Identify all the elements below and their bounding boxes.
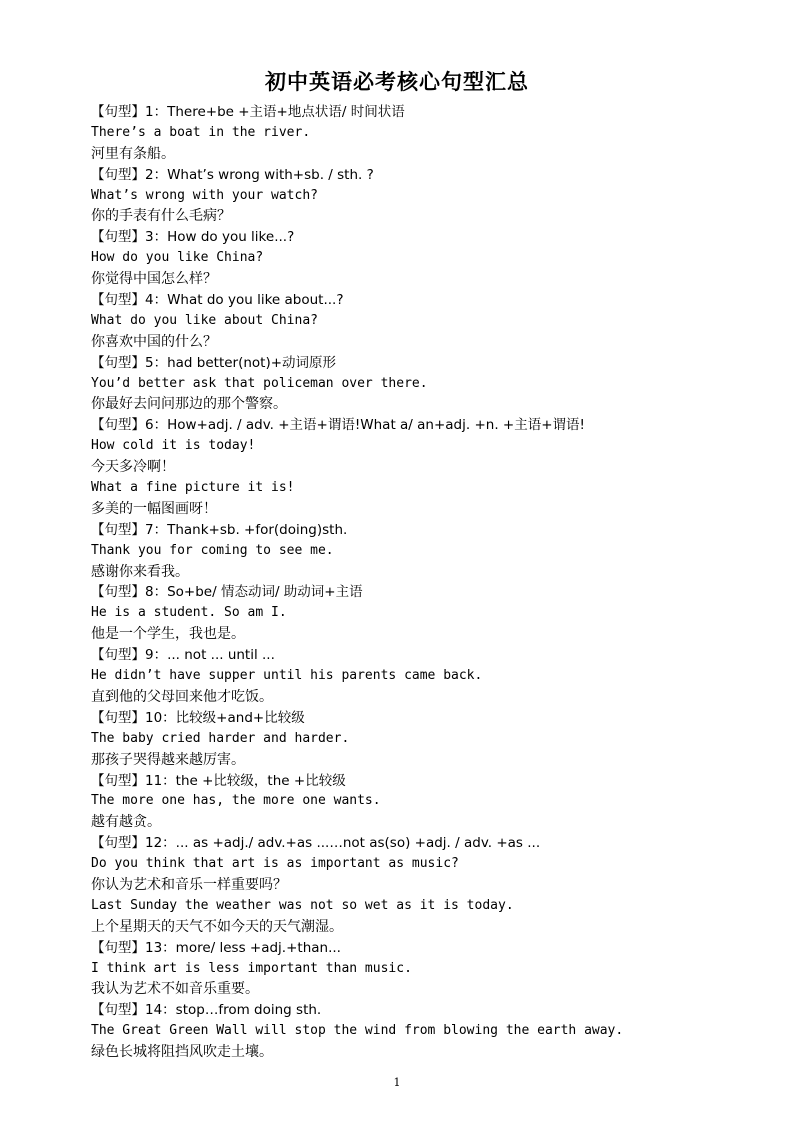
example-english-12b: Last Sunday the weather was not so wet as it is today. (91, 897, 514, 913)
example-english-5: You’d better ask that policeman over there. (91, 375, 428, 391)
example-english-9: He didn’t have supper until his parents came back. (91, 668, 483, 684)
example-chinese-3: 你觉得中国怎么样？ (91, 271, 217, 288)
example-chinese-2: 你的手表有什么毛病？ (91, 208, 231, 225)
example-chinese-13: 我认为艺术不如音乐重要。 (91, 981, 259, 998)
pattern-header-3: 【句型】3：How do you like...? (91, 229, 295, 246)
example-chinese-12b: 上个星期天的天气不如今天的天气潮湿。 (91, 918, 343, 935)
example-english-11: The more one has, the more one wants. (91, 793, 381, 809)
example-chinese-14: 绿色长城将阻挡风吹走土壤。 (91, 1044, 273, 1061)
example-english-2: What’s wrong with your watch? (91, 187, 318, 203)
pattern-header-6: 【句型】6：How+adj. / adv. +主语+谓语!What a/ an+adj. +n. +主语+谓语! (91, 417, 585, 434)
example-english-13: I think art is less important than music. (91, 960, 412, 976)
example-chinese-5: 你最好去问问那边的那个警察。 (91, 396, 287, 413)
pattern-header-9: 【句型】9：... not ... until ... (91, 647, 275, 664)
example-chinese-6a: 今天多冷啊！ (91, 459, 175, 476)
document-title: 初中英语必考核心句型汇总 (265, 70, 529, 94)
example-english-6b: What a fine picture it is! (91, 480, 295, 496)
pattern-header-12: 【句型】12：... as +adj./ adv.+as ...…not as(so) +adj. / adv. +as ... (91, 835, 541, 852)
example-chinese-10: 那孩子哭得越来越厉害。 (91, 751, 245, 768)
example-english-14: The Great Green Wall will stop the wind from blowing the earth away. (91, 1023, 624, 1039)
example-chinese-4: 你喜欢中国的什么？ (91, 333, 217, 350)
sentence-pattern-list (91, 102, 731, 1063)
example-english-4: What do you like about China? (91, 312, 318, 328)
example-chinese-7: 感谢你来看我。 (91, 563, 189, 580)
pattern-header-1: 【句型】1：There+be +主语+地点状语/ 时间状语 (91, 104, 405, 120)
example-chinese-11: 越有越贪。 (91, 814, 161, 831)
example-chinese-12a: 你认为艺术和音乐一样重要吗？ (91, 876, 287, 893)
example-english-8: He is a student. So am I. (91, 605, 287, 621)
example-english-7: Thank you for coming to see me. (91, 542, 334, 558)
example-english-10: The baby cried harder and harder. (91, 730, 350, 746)
pattern-header-14: 【句型】14：stop…from doing sth. (91, 1002, 322, 1019)
pattern-header-5: 【句型】5：had better(not)+动词原形 (91, 354, 337, 371)
example-chinese-8: 他是一个学生，我也是。 (91, 626, 245, 643)
pattern-header-2: 【句型】2：What’s wrong with+sb. / sth. ? (91, 166, 374, 183)
example-chinese-1: 河里有条船。 (91, 145, 175, 162)
example-english-12a: Do you think that art is as important as music? (91, 856, 459, 872)
example-english-6a: How cold it is today! (91, 438, 256, 454)
page-number: 1 (393, 1076, 401, 1089)
example-chinese-6b: 多美的一幅图画呀！ (91, 500, 217, 517)
example-chinese-9: 直到他的父母回来他才吃饭。 (91, 688, 273, 705)
example-english-3: How do you like China? (91, 250, 264, 266)
example-english-1: There’s a boat in the river. (91, 124, 311, 140)
pattern-header-13: 【句型】13：more/ less +adj.+than... (91, 939, 341, 956)
pattern-header-11: 【句型】11：the +比较级，the +比较级 (91, 772, 346, 789)
pattern-header-8: 【句型】8：So+be/ 情态动词/ 助动词+主语 (91, 584, 363, 601)
pattern-header-10: 【句型】10：比较级+and+比较级 (91, 709, 305, 726)
pattern-header-4: 【句型】4：What do you like about...? (91, 292, 344, 309)
pattern-header-7: 【句型】7：Thank+sb. +for(doing)sth. (91, 521, 348, 538)
